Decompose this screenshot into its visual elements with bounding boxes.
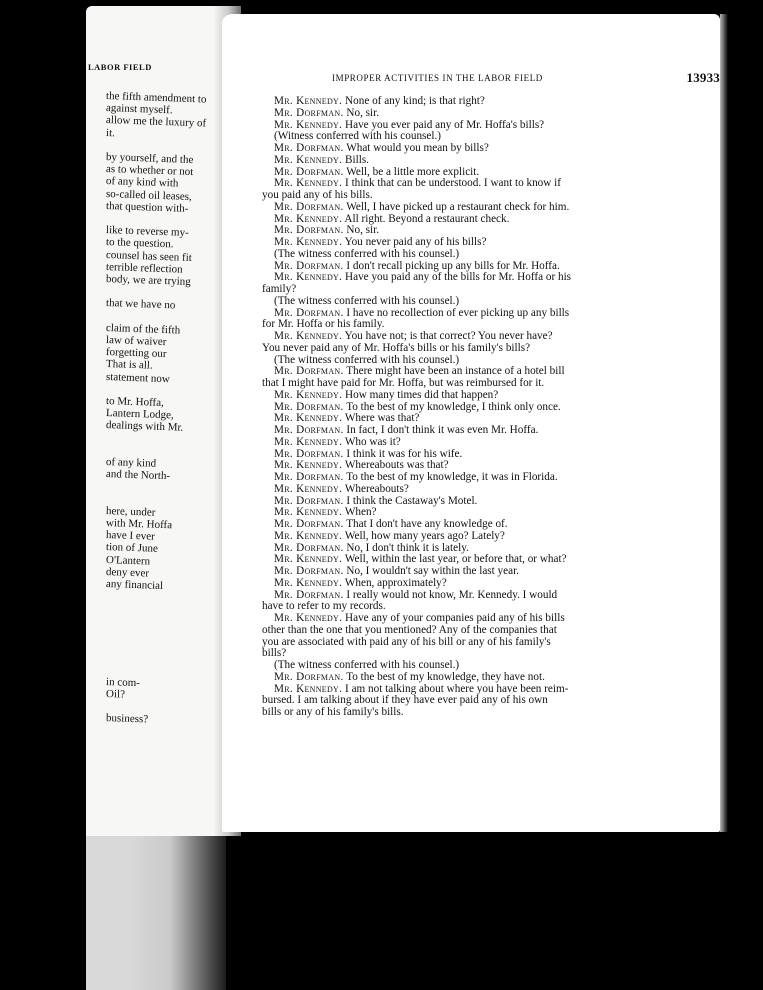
line-text: (The witness conferred with his counsel.) (274, 294, 460, 307)
line-text: In fact, I don't think it was even Mr. Hoffa. (343, 424, 539, 436)
line-text: I don't recall picking up any bills for Mr. Hoffa. (343, 259, 560, 272)
speaker-name: Mr. Kennedy. (274, 682, 343, 695)
line-text: When? (342, 506, 377, 519)
line-text: There might have been an instance of a hotel bill (343, 365, 565, 378)
page-number: 13933 (686, 70, 720, 85)
previous-page-line: it. (105, 126, 116, 139)
previous-page-running-head: LABOR FIELD (88, 62, 152, 72)
line-text: You never paid any of Mr. Hoffa's bills or his family's bills? (262, 341, 531, 354)
line-text: Bills. (342, 153, 369, 166)
speaker-name: Mr. Dorfman. (274, 106, 344, 119)
speaker-name: Mr. Kennedy. (274, 118, 343, 131)
page-edge (720, 14, 728, 832)
line-text: you are associated with paid any of his bill or any of his family's (262, 635, 551, 648)
line-text: How many times did that happen? (342, 388, 499, 401)
transcript-line (274, 272, 571, 284)
line-text: Who was it? (342, 435, 401, 448)
previous-page-bottom-edge (86, 836, 226, 990)
line-text: To the best of my knowledge, it was in Florida. (343, 471, 558, 483)
speaker-name: Mr. Kennedy. (274, 271, 343, 284)
speaker-name: Mr. Dorfman. (274, 670, 344, 683)
line-text: (The witness conferred with his counsel.) (274, 353, 460, 366)
speaker-name: Mr. Kennedy. (274, 553, 343, 566)
line-text: family? (262, 283, 297, 295)
line-text: You never paid any of his bills? (342, 236, 487, 248)
speaker-name: Mr. Kennedy. (274, 153, 343, 166)
previous-page-line: that we have no (105, 297, 176, 312)
page-13933 (222, 14, 720, 832)
previous-page-line: to the question. (105, 236, 174, 251)
line-text: To the best of my knowledge, I think only once. (343, 400, 561, 413)
previous-page-fragment (86, 6, 241, 836)
line-text: bursed. I am talking about if they have ever paid any of his own (262, 694, 548, 707)
speaker-name: Mr. Kennedy. (274, 435, 343, 448)
previous-page-line: Oil? (105, 687, 126, 701)
line-text: other than the one that you mentioned? Any of the companies that (262, 623, 557, 636)
speaker-name: Mr. Kennedy. (274, 412, 343, 425)
previous-page-line: so-called oil leases, (105, 187, 193, 203)
running-head-title: IMPROPER ACTIVITIES IN THE LABOR FIELD (332, 73, 543, 83)
previous-page-line: counsel has seen fit (105, 248, 193, 264)
previous-page-line: and the North- (105, 468, 171, 483)
speaker-name: Mr. Kennedy. (274, 177, 343, 190)
speaker-name: Mr. Dorfman. (274, 541, 344, 554)
speaker-name: Mr. Kennedy. (274, 95, 343, 107)
speaker-name: Mr. Dorfman. (274, 565, 344, 577)
speaker-name: Mr. Dorfman. (274, 588, 344, 601)
previous-page-line: That is all. (105, 358, 153, 373)
line-text: When, approximately? (342, 576, 447, 589)
line-text: Have you ever paid any of Mr. Hoffa's bills? (342, 118, 545, 131)
speaker-name: Mr. Dorfman. (274, 365, 344, 378)
line-text: What would you mean by bills? (343, 142, 489, 154)
previous-page-line: with Mr. Hoffa (105, 517, 173, 532)
line-text: Whereabouts? (342, 482, 409, 495)
speaker-name: Mr. Dorfman. (274, 400, 344, 413)
previous-page-line: allow me the luxury of (105, 114, 207, 130)
line-text: Well, within the last year, or before that, or what? (342, 553, 567, 566)
transcript-line (262, 637, 551, 649)
speaker-name: Mr. Dorfman. (274, 471, 344, 483)
line-text: bills? (262, 647, 287, 660)
speaker-name: Mr. Kennedy. (274, 482, 343, 495)
previous-page-line: business? (105, 712, 149, 726)
speaker-name: Mr. Dorfman. (274, 424, 344, 436)
line-text: have to refer to my records. (262, 600, 386, 613)
previous-page-line: that question with- (105, 199, 189, 215)
speaker-name: Mr. Kennedy. (274, 576, 343, 589)
previous-page-line: in com- (105, 675, 141, 689)
line-text: Have any of your companies paid any of his bills (342, 612, 565, 624)
previous-page-line: law of waiver (105, 334, 167, 349)
previous-page-line: dealings with Mr. (105, 419, 184, 435)
line-text: All right. Beyond a restaurant check. (342, 212, 510, 225)
line-text: No, I don't think it is lately. (343, 541, 469, 554)
previous-page-line: by yourself, and the (105, 151, 194, 167)
previous-page-line: terrible reflection (105, 260, 183, 276)
previous-page-line: of any kind with (105, 175, 179, 190)
previous-page-line: the fifth amendment to (105, 90, 207, 106)
speaker-name: Mr. Kennedy. (274, 236, 343, 248)
speaker-name: Mr. Kennedy. (274, 330, 343, 342)
speaker-name: Mr. Kennedy. (274, 529, 343, 542)
line-text: I think the Castaway's Motel. (343, 494, 478, 507)
previous-page-line: statement now (105, 370, 171, 385)
line-text: Well, how many years ago? Lately? (342, 529, 505, 542)
previous-page-line: here, under (105, 504, 156, 519)
line-text: Have you paid any of the bills for Mr. Hoffa or his (342, 271, 572, 284)
speaker-name: Mr. Dorfman. (274, 494, 344, 507)
speaker-name: Mr. Kennedy. (274, 388, 343, 401)
speaker-name: Mr. Dorfman. (274, 259, 344, 272)
previous-page-line: claim of the fifth (105, 321, 181, 337)
previous-page-line: any financial (105, 578, 164, 592)
speaker-name: Mr. Dorfman. (274, 447, 344, 460)
previous-page-line: Lantern Lodge, (105, 407, 174, 422)
speaker-name: Mr. Dorfman. (274, 142, 344, 154)
previous-page-line: body, we are trying (105, 273, 191, 288)
line-text: Where was that? (342, 412, 420, 425)
line-text: That I don't have any knowledge of. (343, 518, 508, 530)
line-text: (The witness conferred with his counsel.) (274, 247, 460, 260)
previous-page-line: of any kind (105, 456, 157, 470)
line-text: I am not talking about where you have been reim- (342, 682, 569, 695)
previous-page-line: O'Lantern (105, 553, 151, 568)
line-text: No, I wouldn't say within the last year. (343, 565, 519, 577)
line-text: Well, I have picked up a restaurant check for him. (343, 200, 570, 213)
speaker-name: Mr. Dorfman. (274, 518, 344, 530)
line-text: you paid any of his bills. (262, 189, 373, 201)
previous-page-line: against myself. (105, 102, 173, 117)
speaker-name: Mr. Dorfman. (274, 200, 344, 213)
transcript-line (262, 707, 404, 719)
speaker-name: Mr. Dorfman. (274, 306, 344, 319)
line-text: bills or any of his family's bills. (262, 706, 404, 718)
line-text: (The witness conferred with his counsel.) (274, 659, 460, 671)
line-text: Well, be a little more explicit. (343, 165, 480, 178)
speaker-name: Mr. Dorfman. (274, 165, 344, 178)
line-text: I have no recollection of ever picking up any bills (343, 306, 570, 319)
line-text: You have not; is that correct? You never have? (342, 330, 553, 342)
line-text: To the best of my knowledge, they have not. (343, 670, 545, 683)
speaker-name: Mr. Kennedy. (274, 612, 343, 624)
speaker-name: Mr. Kennedy. (274, 212, 343, 225)
previous-page-line: as to whether or not (105, 163, 194, 179)
line-text: No, sir. (343, 106, 380, 119)
previous-page-line: deny ever (105, 565, 150, 580)
line-text: I really would not know, Mr. Kennedy. I would (343, 588, 558, 601)
speaker-name: Mr. Kennedy. (274, 459, 343, 472)
line-text: No, sir. (343, 224, 380, 237)
previous-page-line: to Mr. Hoffa, (105, 395, 165, 410)
previous-page-line: forgetting our (105, 346, 167, 361)
line-text: for Mr. Hoffa or his family. (262, 318, 385, 331)
previous-page-line: tion of June (105, 541, 159, 556)
line-text: I think it was for his wife. (343, 447, 463, 460)
previous-page-line: like to reverse my- (105, 224, 189, 240)
speaker-name: Mr. Dorfman. (274, 224, 344, 237)
line-text: that I might have paid for Mr. Hoffa, but was reimbursed for it. (262, 377, 545, 389)
speaker-name: Mr. Kennedy. (274, 506, 343, 519)
line-text: Whereabouts was that? (342, 459, 449, 472)
previous-page-line: have I ever (105, 529, 156, 543)
line-text: I think that can be understood. I want to know if (342, 177, 561, 190)
line-text: (Witness conferred with his counsel.) (274, 130, 442, 143)
line-text: None of any kind; is that right? (342, 95, 485, 107)
